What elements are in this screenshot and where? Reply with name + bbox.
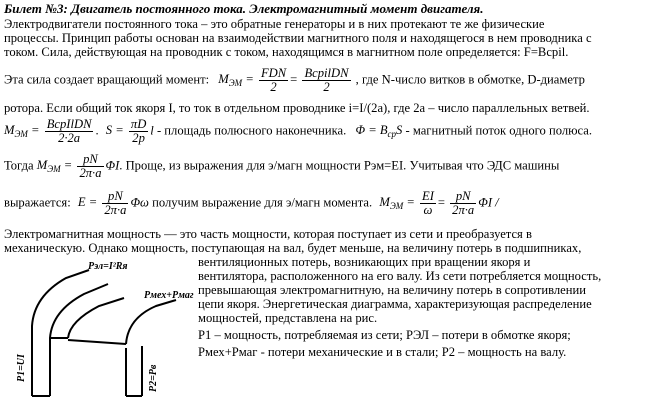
torque-tail: , где N-число витков в обмотке, D-диаметр: [355, 72, 585, 87]
torque-fraction-2: $\frac{\text{BcpilDN}}{2}$: [304, 66, 349, 94]
right-line-4: цепи якоря. Энергетическая диаграмма, характеризующая распределение: [198, 297, 592, 311]
paragraph-2-line-2: механическую. Однако мощность, поступающая на вал, будет меньше, на величину потерь в подшипниках,: [4, 241, 582, 255]
right-line-1: вентиляционных потерь, возникающих при вращении якоря и: [198, 255, 531, 269]
area-description: - площадь полюсного наконечника.: [156, 123, 347, 138]
torque-intro: Эта сила создает вращающий момент:: [4, 72, 210, 87]
document-title: Билет №3: Двигатель постоянного тока. Электромагнитный момент двигателя.: [4, 1, 484, 16]
paragraph-1-line-2: процессы. Принцип работы основан на взаимодействии магнитного поля и находящегося в нем проводника с: [4, 31, 592, 45]
torque-formula-line: Эта сила создает вращающий момент: $M_{ЭМ}$ = $\frac{\text{FDN}}{2}$ = $\frac{\text{BcpilDN}}{2}$ , где N-число витков в обмотке, D-диаметр: [4, 66, 585, 94]
emf-line: выражается: E = $\frac{pN}{2\pi\cdot a}$ Φω получим выражение для э/магн момента. $M_{ЭМ}$ = $\frac{EI}{\omega}$ = $\frac{pN}{2\pi\cdot a}$ ΦI /: [4, 189, 499, 217]
then-fraction: $\frac{pN}{2\pi\cdot a}$: [79, 152, 102, 180]
paragraph-1-line-3: током. Сила, действующая на проводник с током, находящимся в магнитном поле определяется: F=Bcpil.: [4, 45, 569, 59]
right-line-7: Pмех+Pмаг - потери механические и в стали; P2 – мощность на валу.: [198, 345, 567, 359]
torque-line-2: ротора. Если общий ток якоря I, то ток в отдельном проводнике i=I/(2a), где 2a – число параллельных ветвей.: [4, 101, 590, 115]
right-line-3: превышающая электромагнитную, на величину потерь в сопротивлении: [198, 283, 586, 297]
flow-bridge: [68, 340, 126, 344]
flow-mech-branch: [126, 300, 176, 344]
formulas-line: $M_{ЭМ}$ = $\frac{\text{BcpIlDN}}{2\cdot 2a}$ . S = $\frac{\pi D}{2p}$ l - площадь полюсного наконечника. $\Phi = B_{ср}S$ - магнитный поток одного полюса.: [4, 117, 593, 145]
label-p-el: Pэл=I²Rя: [88, 261, 128, 272]
label-p2: P2=Pв: [148, 364, 159, 392]
flow-p1-upper: [32, 270, 89, 396]
area-fraction: $\frac{\pi D}{2p}$: [130, 117, 147, 145]
label-p1: P1=UI: [16, 354, 27, 382]
flow-inner-2: [68, 298, 124, 338]
energy-diagram: [4, 256, 194, 406]
right-line-2: вентилятора, расположенного на его валу. Из сети потребляется мощность,: [198, 269, 602, 283]
torque-fraction-1: $\frac{\text{FDN}}{2}$: [260, 66, 287, 94]
right-line-5: мощностей, представлена на рис.: [198, 311, 378, 325]
right-line-6: P1 – мощность, потребляемая из сети; PЭЛ – потери в обмотке якоря;: [198, 328, 571, 342]
emf-moment-fraction-1: $\frac{EI}{\omega}$: [422, 189, 434, 217]
then-line: Тогда $M_{ЭМ}$ = $\frac{pN}{2\pi\cdot a}$ ΦI. Проще, из выражения для э/магн мощности Pэм=EI. Учитывая что ЭДС машины: [4, 152, 560, 180]
label-p-mex: Pмех+Pмаг: [144, 290, 194, 301]
flux-description: - магнитный поток одного полюса.: [405, 123, 593, 138]
emf-fraction: $\frac{pN}{2\pi\cdot a}$: [104, 189, 127, 217]
paragraph-2-line-1: Электромагнитная мощность — это часть мощности, которая поступает из сети и преобразуется в: [4, 227, 532, 241]
paragraph-1-line-1: Электродвигатели постоянного тока – это обратные генераторы и в них протекают те же физические: [4, 17, 545, 31]
moment-fraction: $\frac{\text{BcpIlDN}}{2\cdot 2a}$: [46, 117, 92, 145]
emf-moment-fraction-2: $\frac{pN}{2\pi\cdot a}$: [452, 189, 475, 217]
